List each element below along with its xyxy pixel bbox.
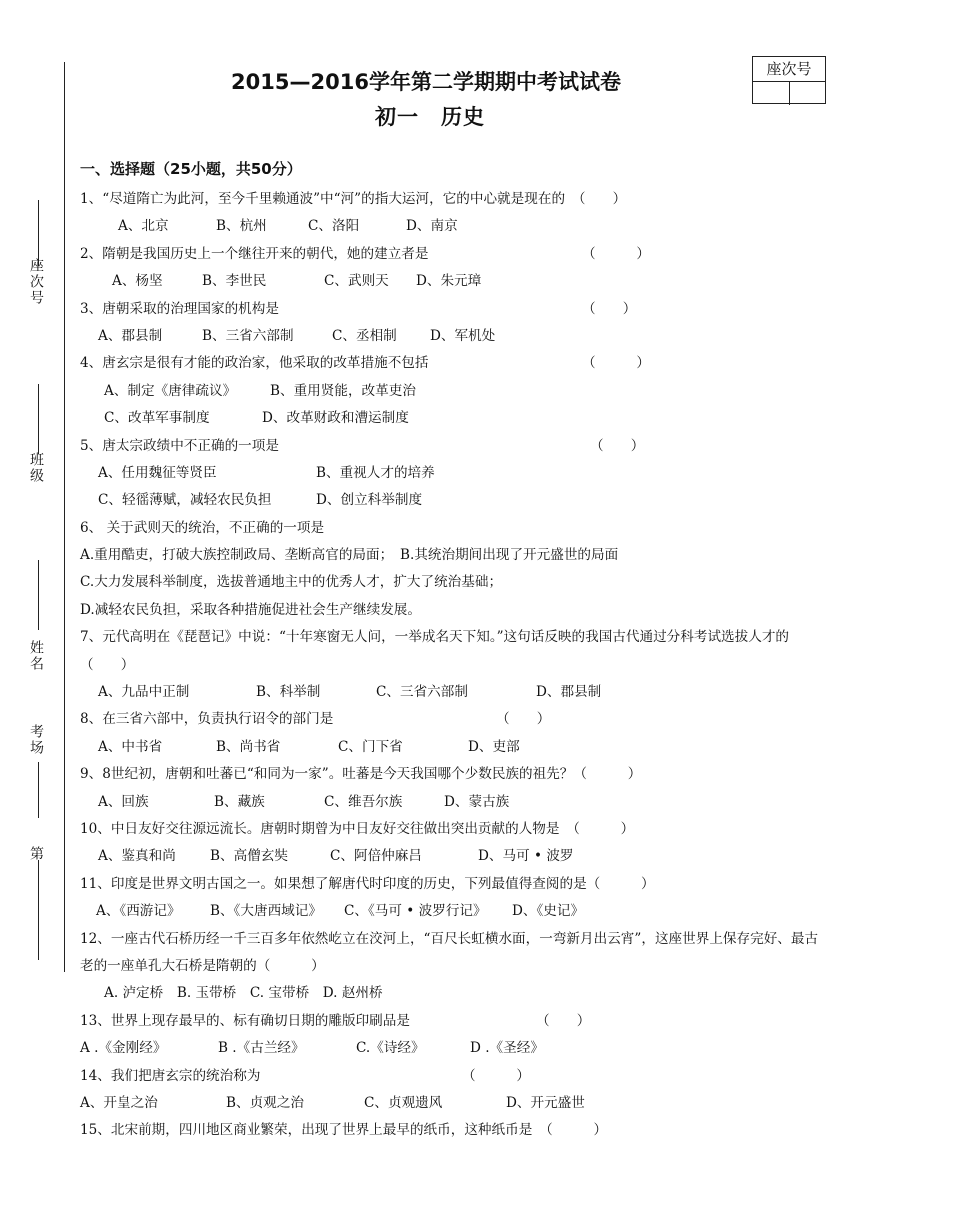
question-list (80, 186, 966, 1145)
question-text: 8、在三省六部中，负责执行诏令的部门是 (80, 711, 334, 728)
option: B、《大唐西域记》 (210, 903, 322, 920)
option: B、贞观之治 (226, 1094, 304, 1111)
answer-paren: （ ） (582, 300, 637, 317)
option: B、科举制 (256, 684, 321, 701)
side-rule (38, 384, 39, 454)
answer-paren: （ ） (496, 711, 551, 728)
question-text: 2、隋朝是我国历史上一个继往开来的朝代，她的建立者是 (80, 245, 429, 262)
option: A、杨坚 (112, 273, 163, 290)
question-stem (80, 871, 825, 898)
side-label-room: 考场 (28, 724, 44, 756)
option: C、三省六部制 (376, 684, 468, 701)
option-row (80, 378, 825, 405)
side-rule (38, 200, 39, 266)
side-label-number: 第 (28, 846, 44, 862)
question-stem (80, 816, 825, 843)
side-rule (38, 560, 39, 630)
option: B、藏族 (214, 793, 265, 810)
question-text: 6、 关于武则天的统治，不正确的一项是 (80, 519, 325, 536)
answer-paren: （ ） (582, 245, 650, 262)
question-stem (80, 761, 825, 788)
option-row (80, 980, 825, 1007)
option: B、尚书省 (216, 738, 281, 755)
option-text: A.重用酷吏，打破大族控制政局、垄断高官的局面； B.其统治期间出现了开元盛世的局面 (80, 547, 619, 564)
option-row (80, 898, 825, 925)
question-stem (80, 296, 825, 323)
option: D、蒙古族 (444, 793, 510, 810)
question-stem (80, 1008, 825, 1035)
question-stem (80, 1117, 825, 1144)
question-text: 5、唐太宗政绩中不正确的一项是 (80, 437, 279, 454)
option: D .《圣经》 (470, 1040, 544, 1057)
option: A、九品中正制 (98, 684, 190, 701)
option: B、三省六部制 (202, 327, 294, 344)
question-stem (80, 433, 825, 460)
option: A、《西游记》 (96, 903, 181, 920)
question-text: 3、唐朝采取的治理国家的机构是 (80, 300, 279, 317)
option-text: C.大力发展科举制度，选拔普通地主中的优秀人才，扩大了统治基础； (80, 574, 503, 591)
question-text: 10、中日友好交往源远流长。唐朝时期曾为中日友好交往做出突出贡献的人物是 （ ） (80, 821, 635, 838)
option: C.《诗经》 (356, 1040, 425, 1057)
option: D、朱元璋 (416, 273, 482, 290)
option: A、郡县制 (98, 327, 163, 344)
side-rule (38, 762, 39, 818)
answer-paren: （ ） (462, 1067, 530, 1084)
option-row (80, 1090, 825, 1117)
option: D、开元盛世 (506, 1094, 585, 1111)
option-row (80, 734, 825, 761)
option: C、丞相制 (332, 327, 397, 344)
option: C、门下省 (338, 738, 403, 755)
answer-paren: （ ） (590, 437, 645, 454)
question-stem (80, 186, 825, 213)
question-stem (80, 706, 825, 733)
option: D、郡县制 (536, 684, 602, 701)
question-stem (80, 515, 825, 542)
side-label-name: 姓名 (28, 640, 44, 672)
exam-subtitle: 初一 历史 (375, 105, 485, 129)
option: D、改革财政和漕运制度 (262, 410, 409, 427)
option: A、回族 (98, 793, 149, 810)
option: B、杭州 (216, 218, 267, 235)
question-text: 9、8世纪初，唐朝和吐蕃已“和同为一家”。吐蕃是今天我国哪个少数民族的祖先？（ ） (80, 766, 642, 783)
option: B、高僧玄奘 (210, 848, 288, 865)
option: B .《古兰经》 (218, 1040, 305, 1057)
option: C、武则天 (324, 273, 389, 290)
question-stem (80, 241, 825, 268)
option-text: D.减轻农民负担，采取各种措施促进社会生产继续发展。 (80, 601, 421, 618)
question-stem: 12、一座古代石桥历经一千三百多年依然屹立在洨河上，“百尺长虹横水面，一弯新月出云宵”，这座世界上保存完好、最古老的一座单孔大石桥是隋朝的（ ） (80, 930, 819, 974)
question-stem (80, 1063, 825, 1090)
option-row (80, 405, 825, 432)
answer-paren: （ ） (80, 629, 966, 673)
option-row (80, 213, 825, 240)
option: D、《史记》 (512, 903, 585, 920)
option-row (80, 460, 825, 487)
question-stem (80, 350, 825, 377)
option: B、重视人才的培养 (316, 464, 435, 481)
option: B、李世民 (202, 273, 267, 290)
answer-paren: （ ） (582, 355, 650, 372)
section-heading: 一、选择题（25小题，共50分） (80, 160, 302, 178)
side-label-seat: 座次号 (28, 258, 44, 306)
option: A、任用魏征等贤臣 (98, 464, 217, 481)
question-text: 13、世界上现存最早的、标有确切日期的雕版印刷品是 (80, 1012, 410, 1029)
option: C、维吾尔族 (324, 793, 403, 810)
seat-number-label: 座次号 (753, 57, 825, 82)
option: A、北京 (118, 218, 169, 235)
exam-title: 2015—2016学年第二学期期中考试试卷 (231, 70, 621, 94)
question-text: 15、北宋前期，四川地区商业繁荣，出现了世界上最早的纸币，这种纸币是 （ ） (80, 1122, 608, 1139)
option-row (80, 843, 825, 870)
option: D、南京 (406, 218, 458, 235)
margin-line (64, 62, 65, 972)
option: C、洛阳 (308, 218, 360, 235)
option-row (80, 789, 825, 816)
option-row (80, 1035, 825, 1062)
option: C、轻徭薄赋，减轻农民负担 (98, 492, 272, 509)
option: C、改革军事制度 (104, 410, 210, 427)
side-rule (38, 860, 39, 960)
option-row (80, 679, 825, 706)
option: A. 泸定桥 B. 玉带桥 C. 宝带桥 D. 赵州桥 (104, 985, 383, 1002)
option-row (80, 323, 825, 350)
option-row (80, 268, 825, 295)
option: A、开皇之治 (80, 1094, 158, 1111)
question-text: 11、印度是世界文明古国之一。如果想了解唐代时印度的历史，下列最值得查阅的是（ ） (80, 875, 655, 892)
option-row (80, 487, 825, 514)
answer-paren: （ ） (536, 1012, 591, 1029)
option: D、吏部 (468, 738, 520, 755)
option: D、创立科举制度 (316, 492, 423, 509)
option: A、中书省 (98, 738, 163, 755)
option: D、军机处 (430, 327, 496, 344)
option: D、马可 • 波罗 (478, 848, 574, 865)
question-text: 14、我们把唐玄宗的统治称为 (80, 1067, 261, 1084)
question-text: 4、唐玄宗是很有才能的政治家，他采取的改革措施不包括 (80, 355, 429, 372)
option: C、阿倍仲麻吕 (330, 848, 422, 865)
question-text: 1、“尽道隋亡为此河，至今千里赖通波”中“河”的指大运河，它的中心就是现在的 （ ） (80, 191, 627, 207)
option: A、鉴真和尚 (98, 848, 176, 865)
option: C、《马可 • 波罗行记》 (344, 903, 487, 920)
option: A .《金刚经》 (80, 1040, 167, 1057)
option: B、重用贤能，改革吏治 (270, 382, 416, 399)
option: C、贞观遗风 (364, 1094, 443, 1111)
side-label-class: 班级 (28, 452, 44, 484)
question-stem: 7、元代高明在《琵琶记》中说：“十年寒窗无人问，一举成名天下知。”这句话反映的我国古代通过分科考试选拔人才的 （ ） (80, 629, 966, 673)
option: A、制定《唐律疏议》 (104, 382, 237, 399)
